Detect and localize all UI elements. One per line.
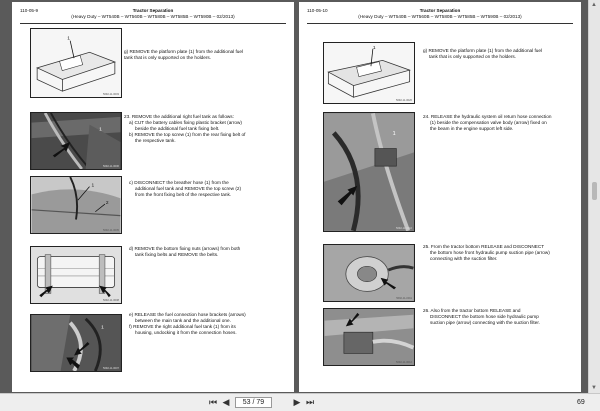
- figure-oil-return-hose: [323, 112, 415, 232]
- step-26-text: [423, 308, 578, 326]
- text-line: 26. Also from the tractor bottom RELEASE and: [423, 308, 521, 313]
- svg-text:1: 1: [99, 127, 102, 133]
- figure-hose-brackets: [30, 314, 122, 372]
- figure-code: 5692-11-0011: [396, 297, 412, 300]
- svg-text:1: 1: [91, 183, 95, 189]
- text-line: between the main tank and the additional one.: [135, 318, 231, 323]
- step-c-text: [124, 180, 289, 198]
- text-line: additional fuel tank and REMOVE the top screw (2): [135, 186, 242, 191]
- step-23-text: [124, 114, 289, 144]
- oil-return-hose-photo: [324, 113, 414, 231]
- text-line: beside the additional fuel tank fixing belt.: [135, 126, 220, 131]
- scroll-thumb[interactable]: [592, 182, 597, 200]
- last-page-button[interactable]: ⏭: [305, 397, 315, 407]
- svg-text:1: 1: [67, 36, 70, 42]
- text-line: tank that is only supported on the holders.: [429, 54, 517, 59]
- figure-side-pump-suction: [323, 308, 415, 366]
- figure-breather-hose: [30, 176, 122, 234]
- text-line: the bottom hose front hydraulic pump suction pipe (arrow): [430, 250, 550, 255]
- left-page-subtitle: (Heavy Duty – WT540B – WT560B – WT580B – WT585B – WT590B – 02/2013): [71, 14, 235, 19]
- text-line: 24. RELEASE the hydraulic system oil return hose connection: [423, 114, 552, 119]
- svg-text:2: 2: [105, 201, 109, 207]
- left-page-number: 110-05-9: [20, 8, 39, 13]
- text-line: DISCONNECT the bottom hose side hydraulic pump: [430, 314, 539, 319]
- figure-platform-plate: [30, 28, 122, 98]
- header-rule: [307, 23, 573, 24]
- right-page-number: 110-05-10: [307, 8, 328, 13]
- figure-platform-plate-right: [323, 42, 415, 104]
- text-line: 23. REMOVE the additional right fuel tank as follows:: [124, 114, 234, 119]
- scroll-down-icon[interactable]: ▼: [591, 385, 597, 391]
- zoom-level[interactable]: 69: [577, 399, 585, 406]
- figure-code: 5692-11-0012: [396, 361, 412, 364]
- step-d-text: [124, 246, 289, 258]
- text-line: connecting with the suction filter.: [430, 256, 498, 261]
- left-page: [12, 2, 294, 392]
- figure-front-pump-suction: [323, 244, 415, 302]
- figure-fixing-nuts: [30, 246, 122, 304]
- platform-plate-illustration: [31, 29, 121, 97]
- text-line: (1) beside the compensation valve body (arrow) fixed on: [430, 120, 547, 125]
- vertical-scrollbar[interactable]: [588, 0, 600, 393]
- text-line: g) REMOVE the platform plate (1) from the additional fuel: [124, 49, 244, 54]
- scroll-up-icon[interactable]: ▲: [591, 2, 597, 8]
- step-25-text: [423, 244, 578, 262]
- figure-battery-cables: [30, 112, 122, 170]
- text-line: tank fixing belts and REMOVE the belts.: [135, 252, 219, 257]
- text-line: the respective tank.: [135, 138, 176, 143]
- step-e-f-text: [124, 312, 289, 336]
- step-g-text: [124, 49, 289, 61]
- text-line: the beam in the engine support left side.: [430, 126, 514, 131]
- left-page-title: Tractor Separation: [132, 8, 174, 13]
- text-line: b) REMOVE the top screw (1) from the rear fixing belt of: [129, 132, 246, 137]
- right-page: [299, 2, 581, 392]
- right-page-subtitle: (Heavy Duty – WT540B – WT560B – WT580B – WT585B – WT590B – 02/2013): [358, 14, 522, 19]
- header-rule: [20, 23, 286, 24]
- svg-text:1: 1: [101, 325, 104, 331]
- step-24-text: [423, 114, 578, 132]
- text-line: 25. From the tractor bottom RELEASE and DISCONNECT: [423, 244, 545, 249]
- step-g-text-right: [423, 48, 578, 60]
- figure-code: 5692-11-0006: [103, 165, 119, 168]
- text-line: c) DISCONNECT the breather hose (1) from the: [129, 180, 229, 185]
- figure-code: 5692-11-0007: [103, 367, 119, 370]
- figure-code: 5692-11-0005: [103, 229, 119, 232]
- platform-plate-illustration: [324, 43, 414, 103]
- hose-brackets-photo: [31, 315, 121, 371]
- figure-code: 5692-11-0003: [103, 93, 119, 96]
- text-line: g) REMOVE the platform plate (1) from the additional fuel: [423, 48, 543, 53]
- breather-hose-photo: [31, 177, 121, 233]
- text-line: f) REMOVE the right additional fuel tank (1) from its: [129, 324, 236, 329]
- svg-text:1: 1: [372, 45, 376, 51]
- right-page-title: Tractor Separation: [419, 8, 461, 13]
- battery-cables-photo: [31, 113, 121, 169]
- text-line: d) REMOVE the bottom fixing nuts (arrows) from both: [129, 246, 241, 251]
- figure-code: 5692-11-0010: [396, 227, 412, 230]
- text-line: suction pipe (arrow) connecting with the suction filter.: [430, 320, 540, 325]
- next-page-button[interactable]: ▶: [293, 397, 301, 407]
- text-line: e) RELEASE the fuel connection hose brackets (arrows): [129, 312, 246, 317]
- figure-code: 5692-11-0026: [396, 99, 412, 102]
- fixing-nuts-drawing: [31, 247, 121, 303]
- text-line: a) CUT the battery cables fixing plastic bracket (arrow): [129, 120, 242, 125]
- right-page-header: [299, 6, 581, 26]
- first-page-button[interactable]: ⏮: [208, 397, 218, 407]
- left-page-header: [12, 6, 294, 26]
- text-line: from the front fixing belt of the respective tank.: [135, 192, 232, 197]
- figure-code: 5692-11-0008: [103, 299, 119, 302]
- svg-text:1: 1: [392, 130, 396, 137]
- text-line: housing, undocking it from the connection hoses.: [135, 330, 237, 335]
- side-pump-suction-photo: [324, 309, 414, 365]
- text-line: tank that is only supported on the holders.: [124, 55, 212, 60]
- front-pump-suction-photo: [324, 245, 414, 301]
- page-number-input[interactable]: 53 / 79: [235, 397, 272, 408]
- page-navigation-toolbar: [0, 393, 600, 411]
- previous-page-button[interactable]: ◀: [222, 397, 230, 407]
